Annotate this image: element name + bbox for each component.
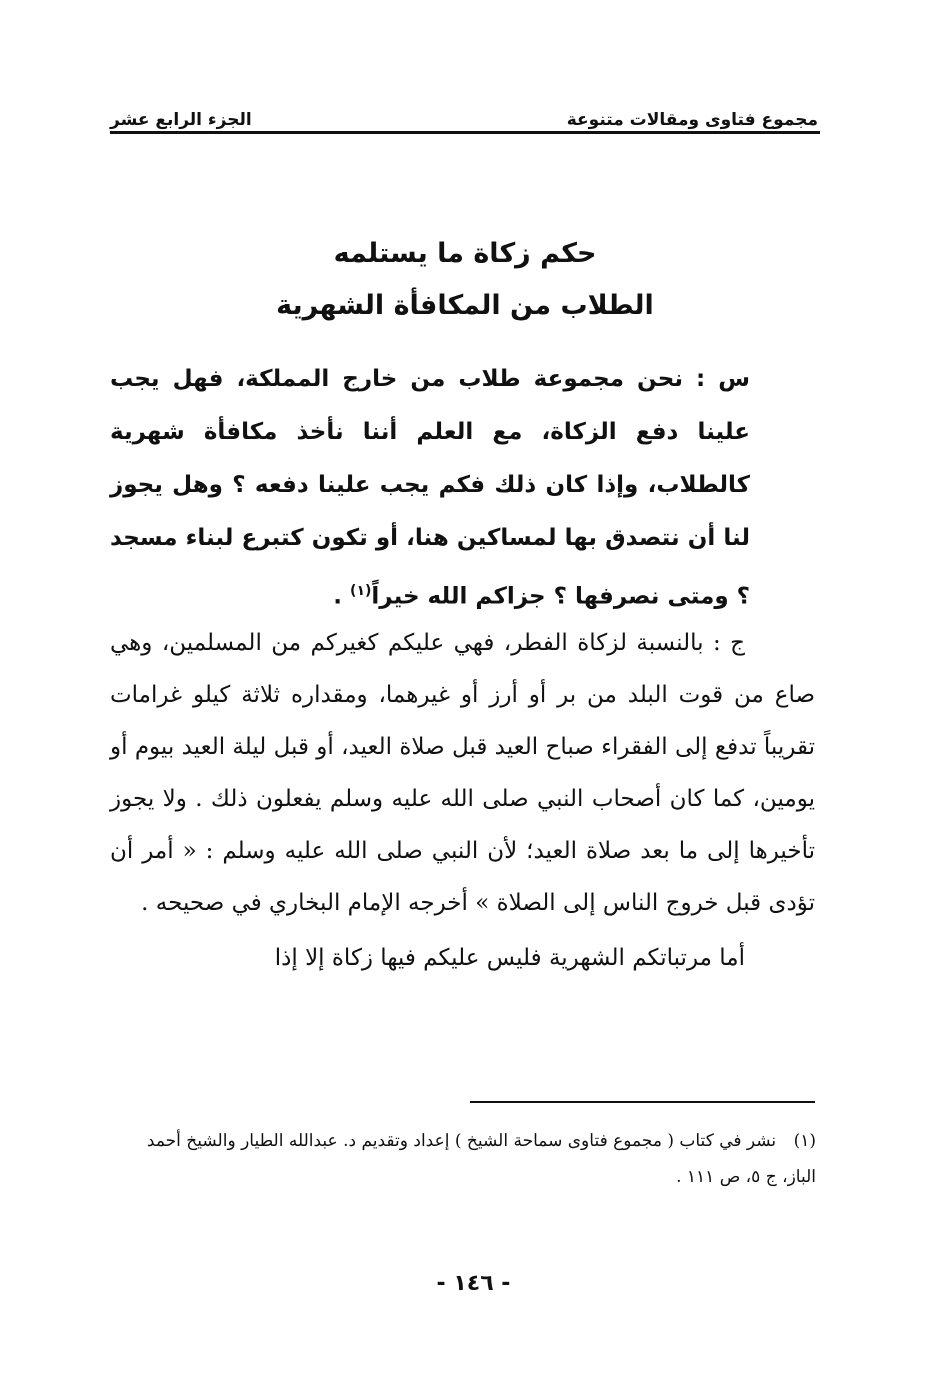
book-title: مجموع فتاوى ومقالات متنوعة <box>566 110 818 130</box>
title-line-2: الطلاب من المكافأة الشهرية <box>276 290 654 321</box>
volume-label: الجزء الرابع عشر <box>110 110 252 130</box>
answer-paragraph-2: أما مرتباتكم الشهرية فليس عليكم فيها زكاة إلا إذا <box>274 945 745 971</box>
answer-section <box>110 617 815 984</box>
running-header <box>110 96 818 130</box>
page-number: - ١٤٦ - <box>436 1271 511 1296</box>
footnote-divider <box>470 1101 815 1103</box>
footnote-number: (١) <box>793 1131 816 1151</box>
fatwa-title <box>110 228 820 332</box>
question-paragraph <box>110 353 750 624</box>
footnote <box>110 1123 816 1195</box>
footnote-text: نشر في كتاب ( مجموع فتاوى سماحة الشيخ ) إعداد وتقديم د. عبدالله الطيار والشيخ أحمد الباز، ج ٥، ص ١١١ . <box>146 1131 816 1187</box>
question-text: س : نحن مجموعة طلاب من خارج المملكة، فهل يجب علينا دفع الزكاة، مع العلم أننا نأخذ مكافأة شهرية كالطلاب، وإذا كان ذلك فكم يجب علينا دفعه ؟ وهل يجوز لنا أن نتصدق بها لمساكين هنا، أو تكون كتبرع لبناء مسجد ؟ ومتى نصرفها ؟ جزاكم الله خيراً <box>110 366 750 610</box>
question-end: . <box>333 583 351 610</box>
answer-paragraph-1: ج : بالنسبة لزكاة الفطر، فهي عليكم كغيركم من المسلمين، وهي صاع من قوت البلد من بر أو أرز أو غيرهما، ومقداره ثلاثة كيلو غرامات تقريباً تدفع إلى الفقراء صباح العيد قبل صلاة العيد، أو قبل ليلة العيد بيوم أو يومين، كما كان أصحاب النبي صلى الله عليه وسلم يفعلون ذلك . ولا يجوز تأخيرها إلى ما بعد صلاة العيد؛ لأن النبي صلى الله عليه وسلم : « أمر أن تؤدى قبل خروج الناس إلى الصلاة » أخرجه الإمام البخاري في صحيحه . <box>110 630 816 916</box>
title-line-1: حكم زكاة ما يستلمه <box>333 238 597 269</box>
footnote-reference: (١) <box>350 583 372 599</box>
header-divider <box>110 131 820 134</box>
